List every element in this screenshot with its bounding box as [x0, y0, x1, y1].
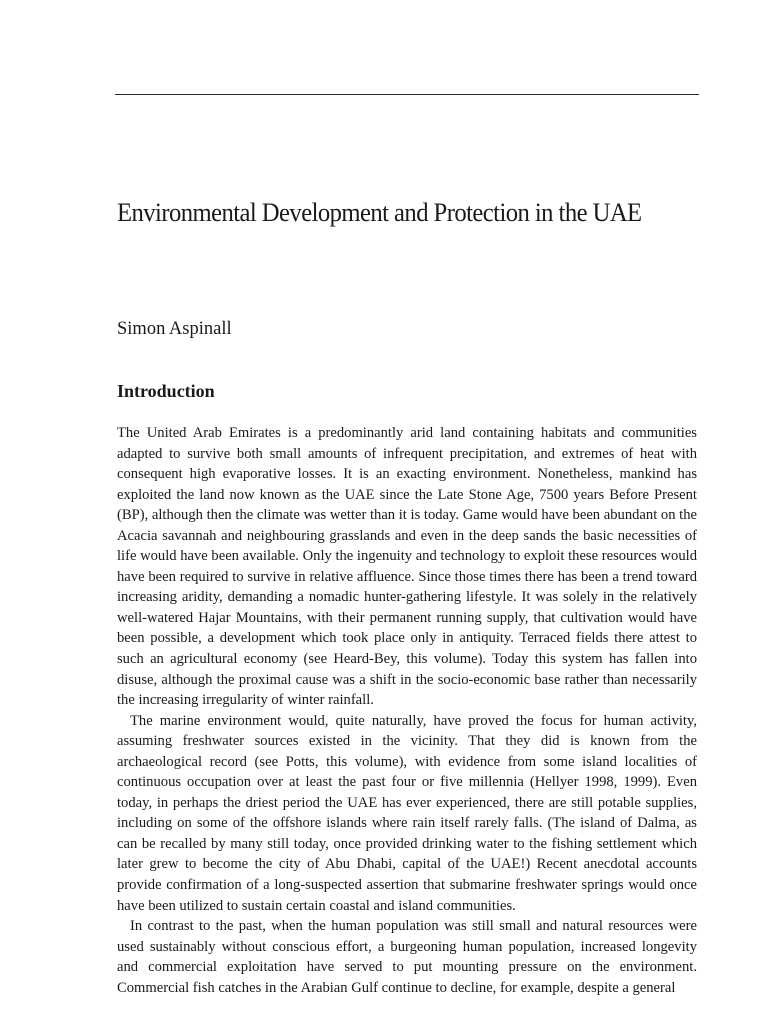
section-heading: Introduction	[117, 381, 215, 401]
paragraph-3: In contrast to the past, when the human population was still small and natural resources were used sustainably without conscious effort, a burgeoning human population, increased longevity and commercial exploitation have served to put mounting pressure on the environment. Commercial fish catches in the Arabian Gulf continue to decline, for example, despite a general	[117, 918, 697, 996]
header-rule	[115, 94, 699, 95]
chapter-title: Environmental Development and Protection in the UAE	[117, 197, 642, 227]
author-name: Simon Aspinall	[117, 319, 232, 339]
body-text	[117, 423, 697, 998]
paragraph-1: The United Arab Emirates is a predominantly arid land containing habitats and communities adapted to survive both small amounts of infrequent precipitation, and extremes of heat with consequent high evaporative losses. It is an exacting environment. Nonetheless, mankind has exploited the land now known as the UAE since the Late Stone Age, 7500 years Before Present (BP), although then the climate was wetter than it is today. Game would have been abundant on the Acacia savannah and neighbouring grasslands and even in the deep sands the basic necessities of life would have been available. Only the ingenuity and technology to exploit these resources would have been required to survive in relative affluence. Since those times there has been a trend toward increasing aridity, demanding a nomadic hunter-gathering lifestyle. It was solely in the relatively well-watered Hajar Mountains, with their permanent running supply, that cultivation would have been possible, a development which took place only in antiquity. Terraced fields there attest to such an agricultural economy (see Heard-Bey, this volume). Today this system has fallen into disuse, although the proximal cause was a shift in the socio-economic base rather than necessarily the increasing irregularity of winter rainfall.	[117, 425, 697, 709]
paragraph-2: The marine environment would, quite naturally, have proved the focus for human activity, assuming freshwater sources existed in the vicinity. That they did is known from the archaeological record (see Potts, this volume), with evidence from some island localities of continuous occupation over at least the past four or five millennia (Hellyer 1998, 1999). Even today, in perhaps the driest period the UAE has ever experienced, there are still potable supplies, including on some of the offshore islands where rain itself rarely falls. (The island of Dalma, as can be recalled by many still today, once provided drinking water to the fishing settlement which later grew to become the city of Abu Dhabi, capital of the UAE!) Recent anecdotal accounts provide confirmation of a long-suspected assertion that submarine freshwater springs would once have been utilized to sustain certain coastal and island communities.	[117, 712, 697, 914]
